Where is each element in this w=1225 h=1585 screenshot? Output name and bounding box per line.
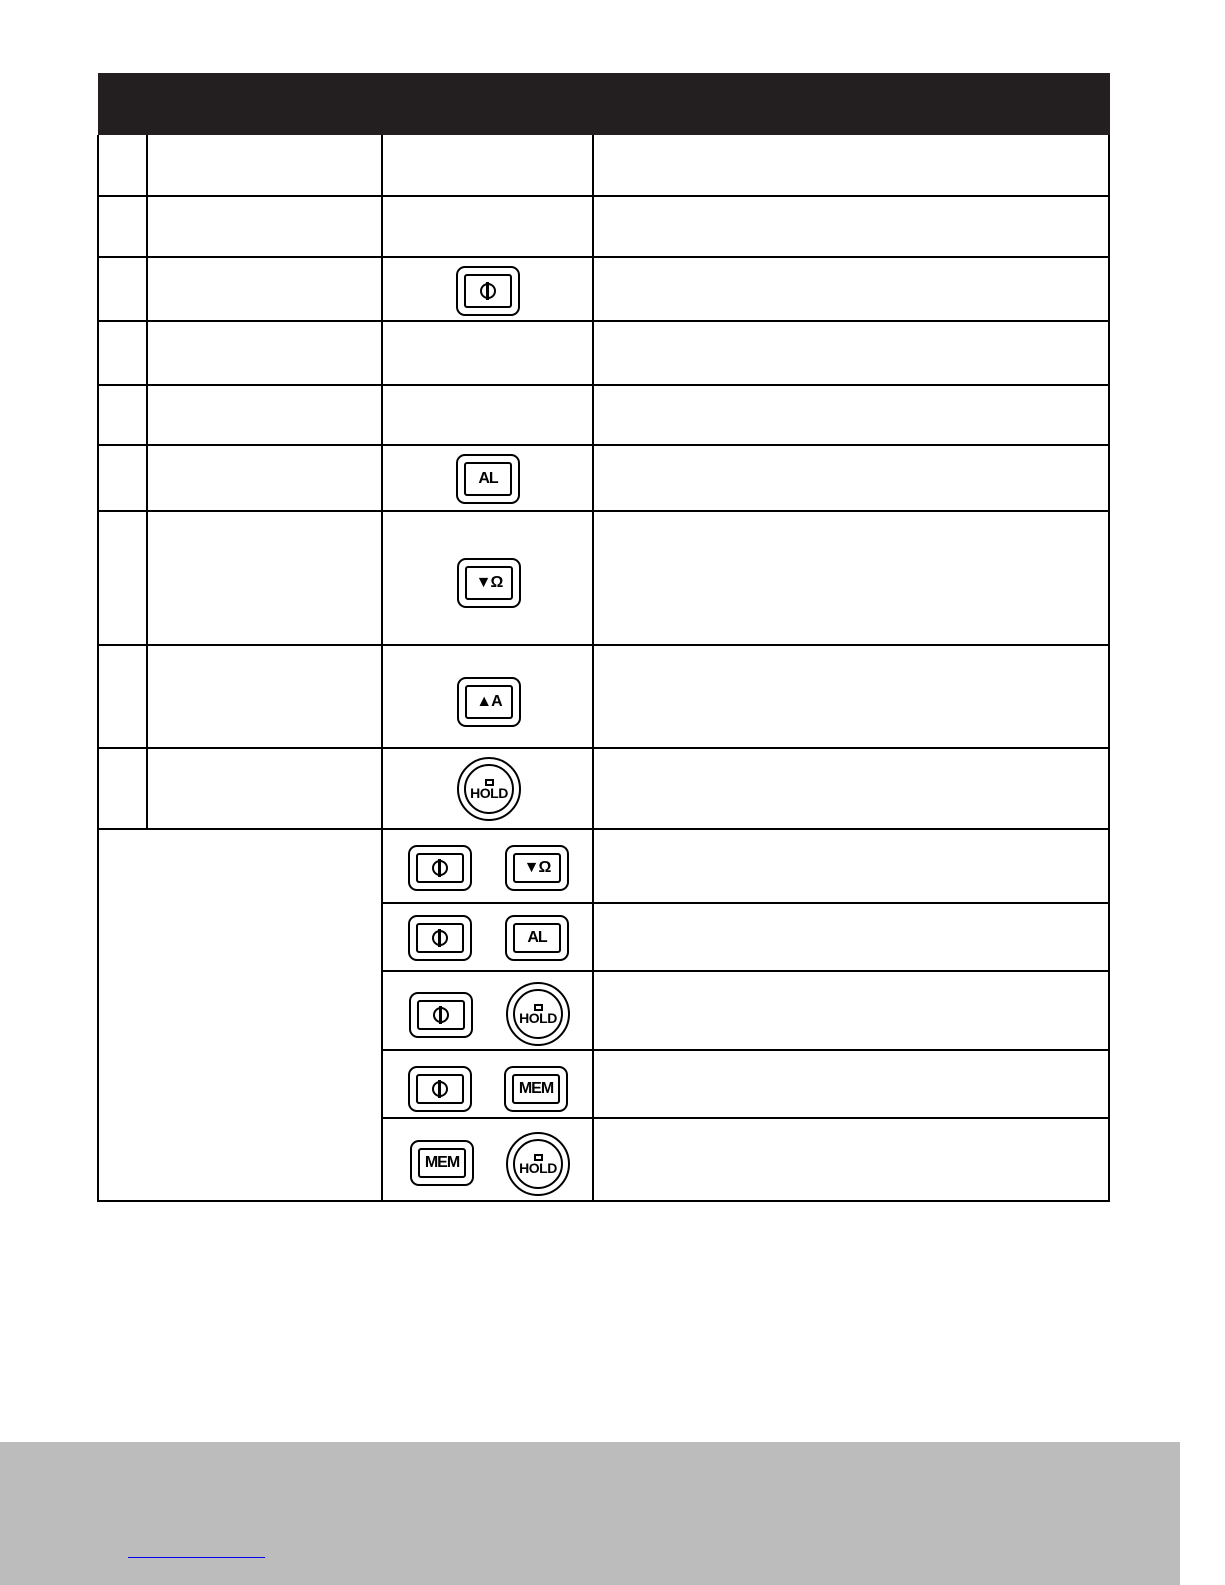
- combo-hold-button-image: [506, 982, 570, 1046]
- combo-al-label: AL: [513, 923, 561, 953]
- table-border-bottom: [97, 1200, 1110, 1202]
- row-divider: [381, 970, 1110, 972]
- row-divider: [97, 320, 1110, 322]
- row-divider: [97, 747, 1110, 749]
- down-ohm-button-image: [457, 558, 521, 608]
- power-icon: [480, 283, 496, 299]
- combo-down-ohm-label: ▼Ω: [513, 853, 561, 883]
- combo-power-button-image: [408, 915, 472, 961]
- column-divider-name: [381, 135, 383, 1202]
- up-a-button-image: [457, 677, 521, 727]
- combo-mem-label: MEM: [418, 1148, 466, 1178]
- combo-mem-button-image: [504, 1066, 568, 1112]
- power-icon: [433, 1007, 449, 1023]
- down-ohm-button-label: ▼Ω: [465, 566, 513, 600]
- up-a-button-label: ▲A: [465, 685, 513, 719]
- row-divider: [97, 510, 1110, 512]
- power-icon: [432, 860, 448, 876]
- power-icon: [432, 930, 448, 946]
- row-divider: [97, 195, 1110, 197]
- column-divider-index: [146, 135, 148, 829]
- table-border-right: [1108, 135, 1110, 1202]
- table-header-bar: [98, 73, 1110, 135]
- footer-bar: [0, 1442, 1180, 1585]
- row-divider: [381, 1049, 1110, 1051]
- row-divider: [97, 828, 1110, 830]
- table-border-left: [97, 135, 99, 1202]
- combo-al-button-image: [505, 915, 569, 961]
- combo-down-ohm-button-image: [505, 845, 569, 891]
- row-divider: [97, 444, 1110, 446]
- combo-power-button-image: [408, 845, 472, 891]
- al-button-image: [456, 454, 520, 504]
- column-divider-button: [592, 135, 594, 1202]
- combo-mem-button-image: [410, 1140, 474, 1186]
- row-divider: [381, 902, 1110, 904]
- row-divider: [97, 644, 1110, 646]
- row-divider: [381, 1117, 1110, 1119]
- combo-power-button-image: [408, 1066, 472, 1112]
- row-divider: [97, 256, 1110, 258]
- combo-power-button-image: [409, 992, 473, 1038]
- row-divider: [97, 384, 1110, 386]
- footer-link-underline[interactable]: [128, 1557, 265, 1558]
- hold-button-label: HOLD: [470, 784, 508, 801]
- al-button-label: AL: [464, 462, 512, 496]
- combo-mem-label: MEM: [512, 1074, 560, 1104]
- power-icon: [432, 1081, 448, 1097]
- combo-hold-label: HOLD: [519, 1159, 557, 1176]
- hold-button-image: [457, 757, 521, 821]
- combo-hold-label: HOLD: [519, 1009, 557, 1026]
- combo-hold-button-image: [506, 1132, 570, 1196]
- power-button-image: [456, 266, 520, 316]
